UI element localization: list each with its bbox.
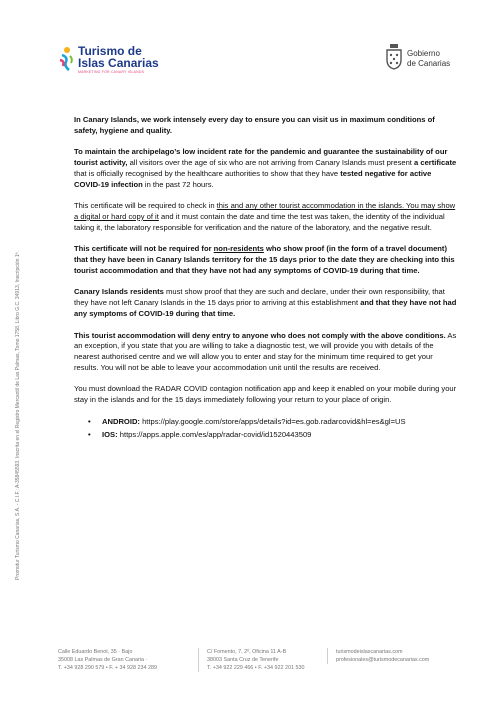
footer-line: Calle Eduardo Benot, 35 · Bajo [58, 649, 133, 655]
paragraph-certificate-requirement [74, 147, 459, 190]
paragraph-non-residents [74, 244, 459, 276]
p4-non-residents: non-residents [213, 244, 264, 254]
footer-line: 35008 Las Palmas de Gran Canaria · [58, 657, 148, 663]
p3-text-2: and it must contain the date and time the test was taken, the identity of the individual taking it, the laboratory responsible for verification and the nature of the laboratory, and the negative result. [74, 211, 445, 232]
footer-website-link[interactable]: turismodeislascanarias.com [336, 649, 403, 655]
p2-text-2: that is officially recognised by the healthcare authorities to show that they have [74, 168, 341, 178]
gov-line-1: Gobierno [407, 49, 440, 58]
paragraph-check-in [74, 201, 459, 233]
footer-line: T. +34 922 229 466 • F. +34 922 201 530 [207, 665, 305, 671]
brand-tagline: MARKETING FOR CANARY ISLANDS [78, 70, 145, 74]
turismo-logo [58, 44, 198, 78]
paragraph-intro [74, 115, 459, 136]
p3-underline: this and any other tourist accommodation in the islands. You may show a digital or hard copy of it [74, 201, 456, 221]
paragraph-radar-app [74, 384, 459, 405]
footer-line: 38003 Santa Cruz de Tenerife [207, 657, 279, 663]
intro-text: In Canary Islands, we work intensely every day to ensure you can visit us in maximum conditions of safety, hygiene and quality. [74, 115, 435, 135]
footer-address-tenerife [198, 648, 315, 672]
android-label: ANDROID: [102, 416, 140, 426]
turismo-logo-mark-icon [58, 46, 74, 72]
p2-text-1: all visitors over the age of six who are not arriving from Canary Islands must present [127, 158, 415, 168]
paragraph-entry-denial [74, 331, 459, 374]
footer-line: T. +34 928 290 579 • F. + 34 928 234 289 [58, 665, 157, 671]
list-item [74, 430, 459, 441]
paragraph-residents [74, 287, 459, 319]
p2-bold-2: a certificate [414, 158, 457, 168]
p5-bold-2: and that they have not had any symptoms of COVID-19 during that time. [74, 298, 457, 318]
ios-label: IOS: [102, 430, 118, 440]
p6-bold-1: This tourist accommodation will deny entry to anyone who does not comply with the above conditions. [74, 330, 446, 340]
p4-bold-2: who show proof (in the form of a travel document) that they have been in Canary Islands territory for the 15 days prior to the date they are checking into this tourist accommodation and that they have not had any symptoms of COVID-19 during that time. [74, 244, 455, 275]
list-item [74, 417, 459, 428]
footer-web-contact [327, 648, 456, 664]
p2-text-3: in the past 72 hours. [142, 179, 214, 189]
p5-bold-1: Canary Islands residents [74, 287, 164, 297]
footer-email-link[interactable]: profesionales@turismodecanarias.com [336, 657, 430, 663]
gobierno-logo [385, 44, 465, 74]
app-link-list [74, 417, 459, 441]
p5-text-1: must show proof that they are such and declare, under their own responsibility, that they have not left Canary Islands in the 15 days prior to arriving at this establishment [74, 287, 445, 308]
brand-line-2: Islas Canarias [78, 56, 159, 70]
p2-bold-1: To maintain the archipelago’s low incident rate for the pandemic and guarantee the sustainability of our tourist activity, [74, 147, 448, 168]
ios-link[interactable]: https://apps.apple.com/es/app/radar-covid/id1520443509 [117, 430, 312, 440]
gov-line-2: de Canarias [407, 59, 451, 68]
coat-of-arms-icon [385, 44, 403, 70]
p3-text-1: This certificate will be required to check in [74, 201, 217, 211]
company-registration-note: Promotur Turismo Canarias, S.A. - C.I.F.: A-35845593. Inscrita en el Registro Mercantil de Las Palmas, Tomo 1758, Libro G.C. 34913, Inscripción 1ª. [15, 251, 21, 580]
p6-text-1: As an exception, if you state that you are willing to take a diagnostic test, we will provide you with details of the nearest authorised centre and we will allow you to enter and stay for the minimum time required to get your results. You will not be able to leave your accommodation unit until the results are received. [74, 330, 457, 372]
p2-bold-3: tested negative for active COVID-19 infection [74, 168, 432, 189]
p7-text-1: You must download the RADAR COVID contagion notification app and keep it enabled on your mobile during your stay in the islands and for the 15 days immediately following your return to your place of origin. [74, 384, 457, 405]
android-link[interactable]: https://play.google.com/store/apps/details?id=es.gob.radarcovid&hl=es&gl=US [139, 416, 406, 426]
footer-line: C/ Fomento, 7, 2º, Oficina 11 A-B [207, 649, 287, 655]
footer-address-las-palmas [58, 648, 180, 672]
brand-line-1: Turismo de [78, 44, 142, 58]
p4-bold-1: This certificate will not be required for [74, 244, 214, 254]
letter-body [74, 115, 459, 444]
